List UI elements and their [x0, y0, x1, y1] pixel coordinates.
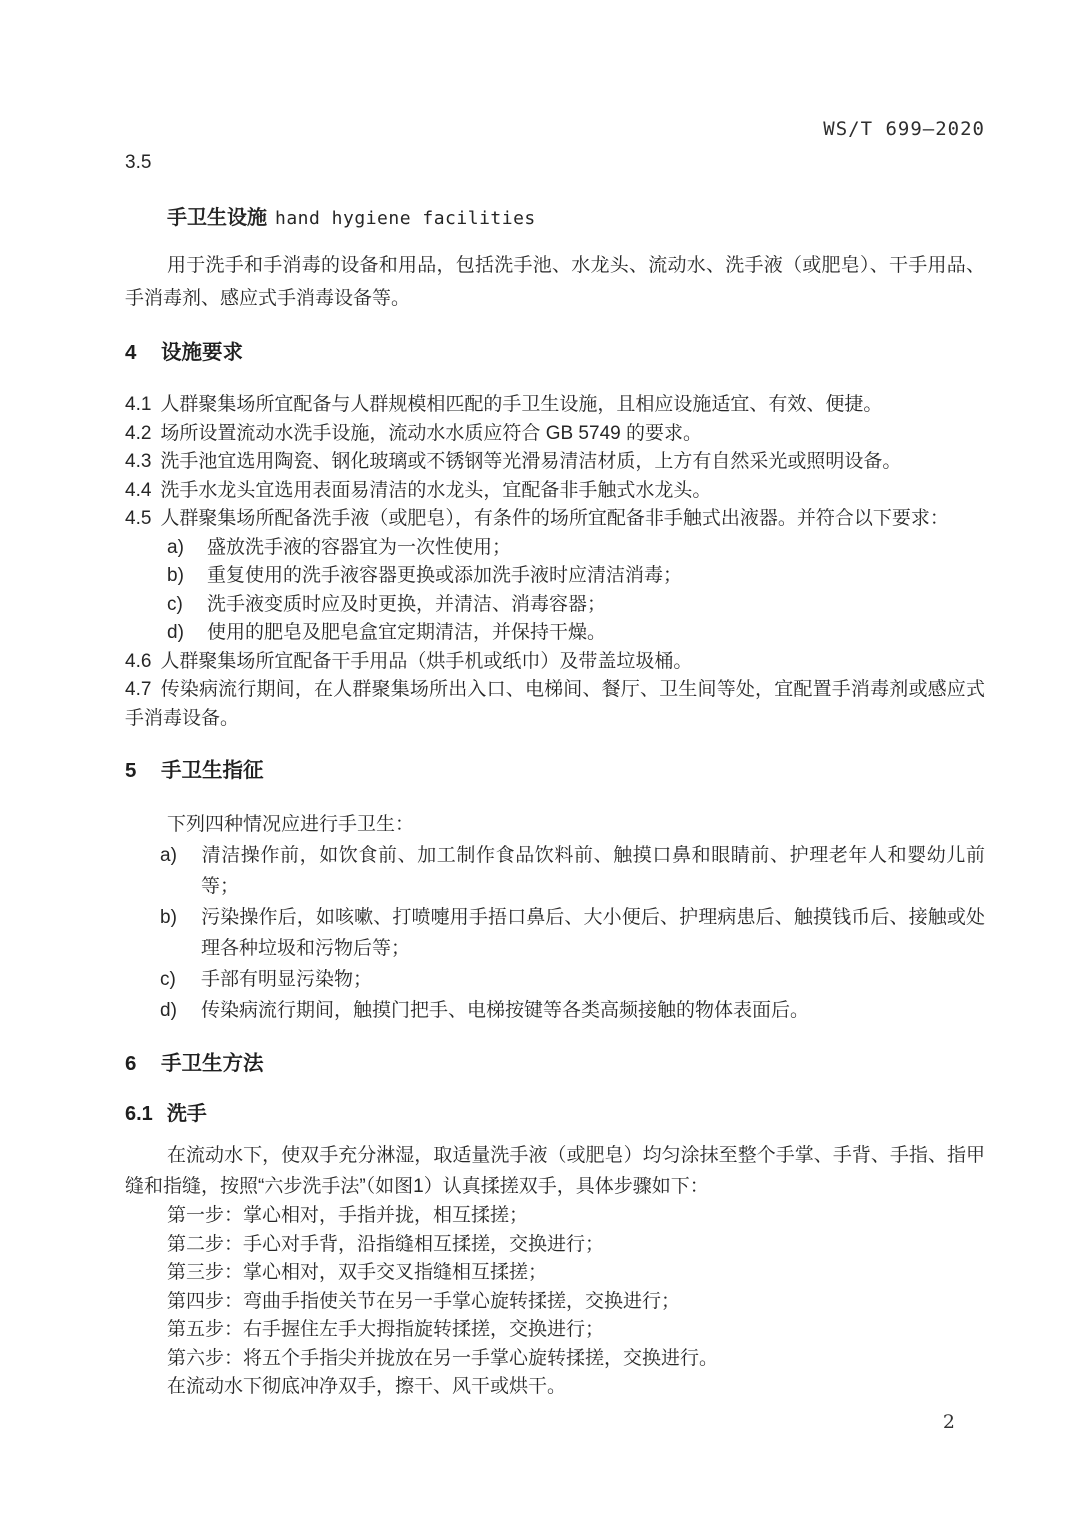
section-6-1-title: 洗手 — [166, 1103, 207, 1125]
clause-4-7 — [125, 676, 985, 733]
section-6-1-number: 6.1 — [125, 1103, 153, 1125]
item-label: d) — [160, 1000, 177, 1021]
section-5-title: 手卫生指征 — [161, 759, 264, 782]
section-6-number: 6 — [125, 1052, 137, 1075]
clause-4-4 — [125, 477, 985, 506]
clause-text: 人群聚集场所宜配备与人群规模相匹配的手卫生设施，且相应设施适宜、有效、便捷。 — [160, 394, 883, 415]
item-text: 洗手液变质时应及时更换，并清洁、消毒容器； — [207, 593, 607, 615]
term-title — [125, 204, 985, 233]
washing-step-1: 第一步：掌心相对，手指并拢，相互揉搓； — [167, 1205, 529, 1226]
section-5-list — [125, 840, 985, 1026]
term-number: 3.5 — [125, 152, 152, 173]
clause-4-5-item-c — [125, 591, 985, 620]
section-6-heading — [125, 1050, 985, 1078]
item-label: c) — [160, 969, 176, 990]
item-text: 手部有明显污染物； — [201, 969, 373, 990]
clause-text: 洗手水龙头宜选用表面易清洁的水龙头，宜配备非手触式水龙头。 — [160, 479, 712, 501]
clause-4-2 — [125, 420, 985, 449]
item-text: 清洁操作前，如饮食前、加工制作食品饮料前、触摸口鼻和眼睛前、护理老年人和婴幼儿前等； — [201, 845, 985, 897]
washing-steps — [125, 1202, 985, 1402]
section-4-number: 4 — [125, 341, 137, 364]
section-4-heading — [125, 339, 985, 367]
item-text: 使用的肥皂及肥皂盒宜定期清洁，并保持干燥。 — [207, 622, 607, 643]
washing-step-5: 第五步：右手握住左手大拇指旋转揉搓，交换进行； — [167, 1319, 605, 1340]
standard-code-header: WS/T 699—2020 — [823, 118, 985, 140]
section-5-heading — [125, 757, 985, 785]
clause-4-5-item-a — [125, 534, 985, 563]
term-title-en: hand hygiene facilities — [275, 208, 536, 229]
clause-number: 4.2 — [125, 422, 152, 444]
washing-step-4: 第四步：弯曲手指使关节在另一手掌心旋转揉搓，交换进行； — [167, 1290, 681, 1312]
washing-closing-line: 在流动水下彻底冲净双手，擦干、风干或烘干。 — [167, 1376, 567, 1397]
item-label: a) — [167, 536, 184, 558]
washing-intro-paragraph: 在流动水下，使双手充分淋湿，取适量洗手液（或肥皂）均匀涂抹至整个手掌、手背、手指、指甲缝和指缝，按照“六步洗手法”（如图1）认真揉搓双手，具体步骤如下： — [125, 1145, 985, 1197]
item-text: 盛放洗手液的容器宜为一次性使用； — [207, 536, 512, 558]
section-4-clauses — [125, 391, 985, 733]
clause-text: 人群聚集场所宜配备干手用品（烘手机或纸巾）及带盖垃圾桶。 — [160, 650, 693, 672]
indication-item-b — [125, 902, 985, 964]
clause-4-3 — [125, 448, 985, 477]
washing-step-2: 第二步：手心对手背，沿指缝相互揉搓，交换进行； — [167, 1233, 605, 1255]
term-title-zh: 手卫生设施 — [167, 207, 267, 229]
clause-text: 场所设置流动水洗手设施，流动水水质应符合 GB 5749 的要求。 — [160, 422, 702, 444]
clause-4-5-item-d — [125, 619, 985, 648]
item-label: a) — [160, 845, 177, 866]
section-6-1-heading — [125, 1100, 985, 1128]
item-text: 污染操作后，如咳嗽、打喷嚏用手捂口鼻后、大小便后、护理病患后、触摸钱币后、接触或处理各种垃圾和污物后等； — [201, 907, 985, 959]
clause-text: 人群聚集场所配备洗手液（或肥皂），有条件的场所宜配备非手触式出液器。并符合以下要求： — [160, 508, 949, 529]
indication-item-a — [125, 840, 985, 902]
clause-text: 传染病流行期间，在人群聚集场所出入口、电梯间、餐厅、卫生间等处，宜配置手消毒剂或感应式手消毒设备。 — [125, 679, 985, 729]
clause-number: 4.7 — [125, 679, 152, 700]
clause-number: 4.1 — [125, 394, 152, 415]
item-label: d) — [167, 622, 184, 643]
clause-4-1 — [125, 391, 985, 420]
term-definition: 用于洗手和手消毒的设备和用品，包括洗手池、水龙头、流动水、洗手液（或肥皂）、干手用品、手消毒剂、感应式手消毒设备等。 — [125, 255, 985, 309]
item-label: b) — [160, 907, 177, 928]
clause-4-6 — [125, 648, 985, 677]
item-label: c) — [167, 593, 183, 615]
section-5-intro: 下列四种情况应进行手卫生： — [167, 814, 415, 835]
indication-item-c — [125, 964, 985, 995]
clause-number: 4.6 — [125, 650, 152, 672]
clause-number: 4.4 — [125, 479, 152, 501]
clause-4-5 — [125, 505, 985, 534]
indication-item-d — [125, 995, 985, 1026]
clause-number: 4.5 — [125, 508, 152, 529]
item-label: b) — [167, 565, 184, 586]
item-text: 传染病流行期间，触摸门把手、电梯按键等各类高频接触的物体表面后。 — [201, 1000, 810, 1021]
page-number: 2 — [942, 1410, 955, 1433]
section-4-title: 设施要求 — [161, 341, 243, 364]
section-6-title: 手卫生方法 — [161, 1052, 264, 1075]
clause-text: 洗手池宜选用陶瓷、钢化玻璃或不锈钢等光滑易清洁材质，上方有自然采光或照明设备。 — [160, 451, 902, 472]
clause-number: 4.3 — [125, 451, 152, 472]
washing-step-6: 第六步：将五个手指尖并拢放在另一手掌心旋转揉搓，交换进行。 — [167, 1347, 719, 1369]
clause-4-5-item-b — [125, 562, 985, 591]
item-text: 重复使用的洗手液容器更换或添加洗手液时应清洁消毒； — [207, 565, 683, 586]
washing-step-3: 第三步：掌心相对，双手交叉指缝相互揉搓； — [167, 1262, 548, 1283]
section-5-number: 5 — [125, 759, 137, 782]
